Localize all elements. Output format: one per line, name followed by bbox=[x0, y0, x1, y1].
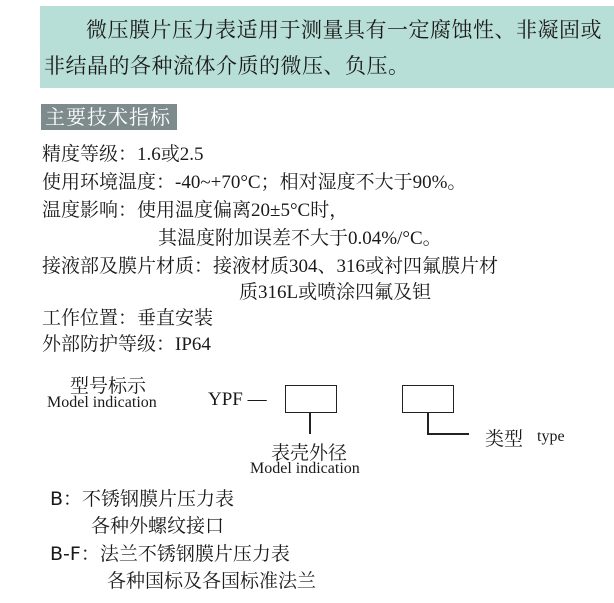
spec-position-value: 垂直安装 bbox=[137, 307, 214, 329]
model-label-zh: 型号标示 bbox=[70, 375, 147, 397]
spec-accuracy-value: 1.6或2.5 bbox=[137, 144, 204, 165]
diameter-label-en: Model indication bbox=[250, 460, 360, 477]
spec-temperature-value-2: 其温度附加误差不大于0.04%/°C。 bbox=[158, 228, 442, 249]
spec-accuracy-label: 精度等级： bbox=[42, 143, 138, 165]
spec-temperature-value-1: 使用温度偏离20±5°C时， bbox=[137, 200, 349, 221]
legend-bf-title: B-F：法兰不锈钢膜片压力表 bbox=[50, 543, 290, 565]
spec-accuracy bbox=[42, 142, 204, 167]
intro-text: 微压膜片压力表适用于测量具有一定腐蚀性、非凝固或非结晶的各种流体介质的微压、负压。 bbox=[44, 18, 602, 78]
spec-material-value-1: 接液材质304、316或衬四氟膜片材 bbox=[213, 256, 499, 277]
spec-material-cont bbox=[239, 280, 431, 305]
legend-bf-desc: 各种国标及各国标准法兰 bbox=[107, 570, 317, 592]
spec-material-value-2: 质316L或喷涂四氟及钽 bbox=[239, 282, 432, 303]
spec-protection bbox=[42, 332, 211, 357]
spec-environment-label: 使用环境温度： bbox=[42, 171, 176, 193]
spec-temperature-label: 温度影响： bbox=[42, 199, 138, 221]
spec-environment bbox=[42, 170, 466, 195]
spec-position-label: 工作位置： bbox=[42, 307, 138, 329]
diameter-connector bbox=[309, 412, 311, 434]
diameter-box bbox=[285, 385, 337, 413]
spec-material-label: 接液部及膜片材质： bbox=[42, 255, 214, 277]
spec-protection-value: IP64 bbox=[175, 334, 211, 355]
legend-b-desc: 各种外螺纹接口 bbox=[91, 515, 225, 537]
type-label-zh: 类型 bbox=[485, 428, 524, 450]
spec-position bbox=[42, 306, 213, 330]
legend-b-title: B：不锈钢膜片压力表 bbox=[50, 488, 235, 510]
type-connector-horizontal bbox=[427, 433, 469, 435]
model-label-en: Model indication bbox=[47, 394, 157, 411]
type-box bbox=[402, 385, 454, 413]
type-label-en: type bbox=[537, 428, 565, 445]
model-prefix: YPF — bbox=[208, 389, 267, 410]
spec-protection-label: 外部防护等级： bbox=[42, 333, 176, 355]
diameter-label-zh: 表壳外径 bbox=[271, 442, 348, 464]
spec-temperature bbox=[42, 198, 348, 223]
spec-heading: 主要技术指标 bbox=[41, 104, 177, 130]
spec-temperature-cont bbox=[158, 226, 442, 251]
type-connector-vertical bbox=[427, 412, 429, 434]
spec-environment-value: -40~+70°C；相对湿度不大于90%。 bbox=[175, 172, 467, 193]
spec-material bbox=[42, 254, 498, 279]
